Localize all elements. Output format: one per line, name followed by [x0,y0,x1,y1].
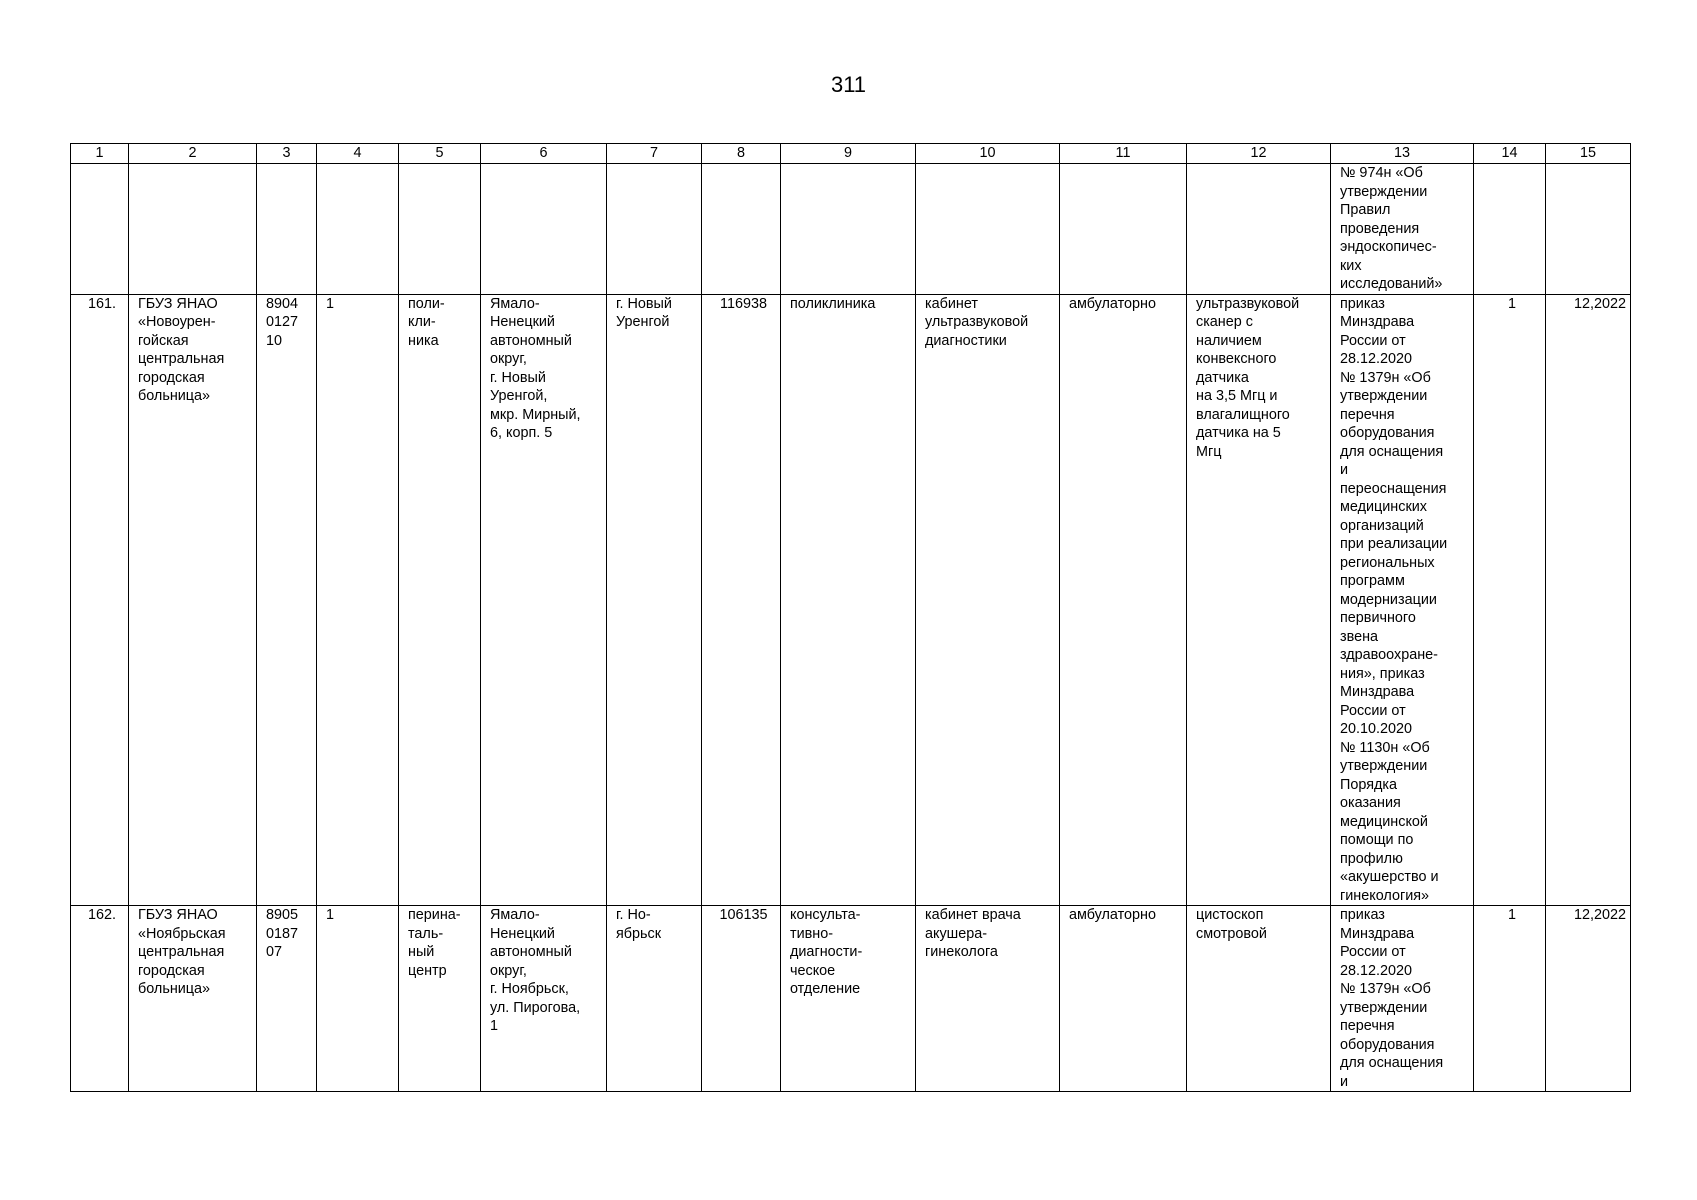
table-cell: № 974н «Об утверждении Правил проведения эндоскопичес- ких исследований» [1331,164,1474,295]
organization-cell: ГБУЗ ЯНАО «Ноябрьская центральная городская больница» [129,906,257,1092]
facility-type-cell: поли- кли- ника [399,294,481,906]
id-cell: 106135 [702,906,781,1092]
address-cell: Ямало- Ненецкий автономный округ, г. Ноябрьск, ул. Пирогова, 1 [481,906,607,1092]
department-cell: консульта- тивно- диагности- ческое отделение [781,906,916,1092]
table-cell: 1 [317,906,399,1092]
page-number: 311 [830,72,867,97]
room-cell: кабинет ультразвуковой диагностики [916,294,1060,906]
column-header: 8 [702,144,781,164]
table-row [71,294,1631,906]
column-header: 12 [1187,144,1331,164]
table-cell [781,164,916,295]
table-cell [607,164,702,295]
table-cell [916,164,1060,295]
date-cell: 12,2022 [1546,294,1631,906]
column-header: 7 [607,144,702,164]
table-cell [317,164,399,295]
care-mode-cell: амбулаторно [1060,906,1187,1092]
code-cell: 8904 0127 10 [257,294,317,906]
regulation-cell: приказ Минздрава России от 28.12.2020 № 1379н «Об утверждении перечня оборудования для оснащения и [1331,906,1474,1092]
table-cell [1474,164,1546,295]
care-mode-cell: амбулаторно [1060,294,1187,906]
row-number: 161. [71,294,129,906]
regulation-cell: приказ Минздрава России от 28.12.2020 № 1379н «Об утверждении перечня оборудования для оснащения и переоснащения медицинских организаций при реализации региональных программ модернизации первичного звена здравоохране- ния», приказ Минздрава России от 20.10.2020 № 1130н «Об утверждении Порядка оказания медицинской помощи по профилю «акушерство и гинекология» [1331,294,1474,906]
table-cell [702,164,781,295]
table-row [71,906,1631,1092]
quantity-cell: 1 [1474,294,1546,906]
department-cell: поликлиника [781,294,916,906]
column-header: 4 [317,144,399,164]
column-header: 14 [1474,144,1546,164]
column-header: 9 [781,144,916,164]
table-cell [399,164,481,295]
table-cell [1546,164,1631,295]
column-header: 3 [257,144,317,164]
column-header: 1 [71,144,129,164]
table-cell [129,164,257,295]
column-header: 6 [481,144,607,164]
row-number: 162. [71,906,129,1092]
table-cell [1060,164,1187,295]
column-header: 13 [1331,144,1474,164]
address-cell: Ямало- Ненецкий автономный округ, г. Новый Уренгой, мкр. Мирный, 6, корп. 5 [481,294,607,906]
equipment-cell: ультразвуковой сканер с наличием конвексного датчика на 3,5 Мгц и влагалищного датчика на 5 Мгц [1187,294,1331,906]
quantity-cell: 1 [1474,906,1546,1092]
code-cell: 8905 0187 07 [257,906,317,1092]
column-header: 11 [1060,144,1187,164]
table-cell [257,164,317,295]
header-row [71,144,1631,164]
facility-type-cell: перина- таль- ный центр [399,906,481,1092]
table-cell [71,164,129,295]
city-cell: г. Новый Уренгой [607,294,702,906]
column-header: 2 [129,144,257,164]
table-cell [1187,164,1331,295]
column-header: 15 [1546,144,1631,164]
city-cell: г. Но- ябрьск [607,906,702,1092]
room-cell: кабинет врача акушера- гинеколога [916,906,1060,1092]
table-cell [481,164,607,295]
organization-cell: ГБУЗ ЯНАО «Новоурен- гойская центральная городская больница» [129,294,257,906]
table-row [71,164,1631,295]
equipment-table [70,143,1631,1092]
column-header: 10 [916,144,1060,164]
date-cell: 12,2022 [1546,906,1631,1092]
table-cell: 1 [317,294,399,906]
column-header: 5 [399,144,481,164]
equipment-cell: цистоскоп смотровой [1187,906,1331,1092]
id-cell: 116938 [702,294,781,906]
